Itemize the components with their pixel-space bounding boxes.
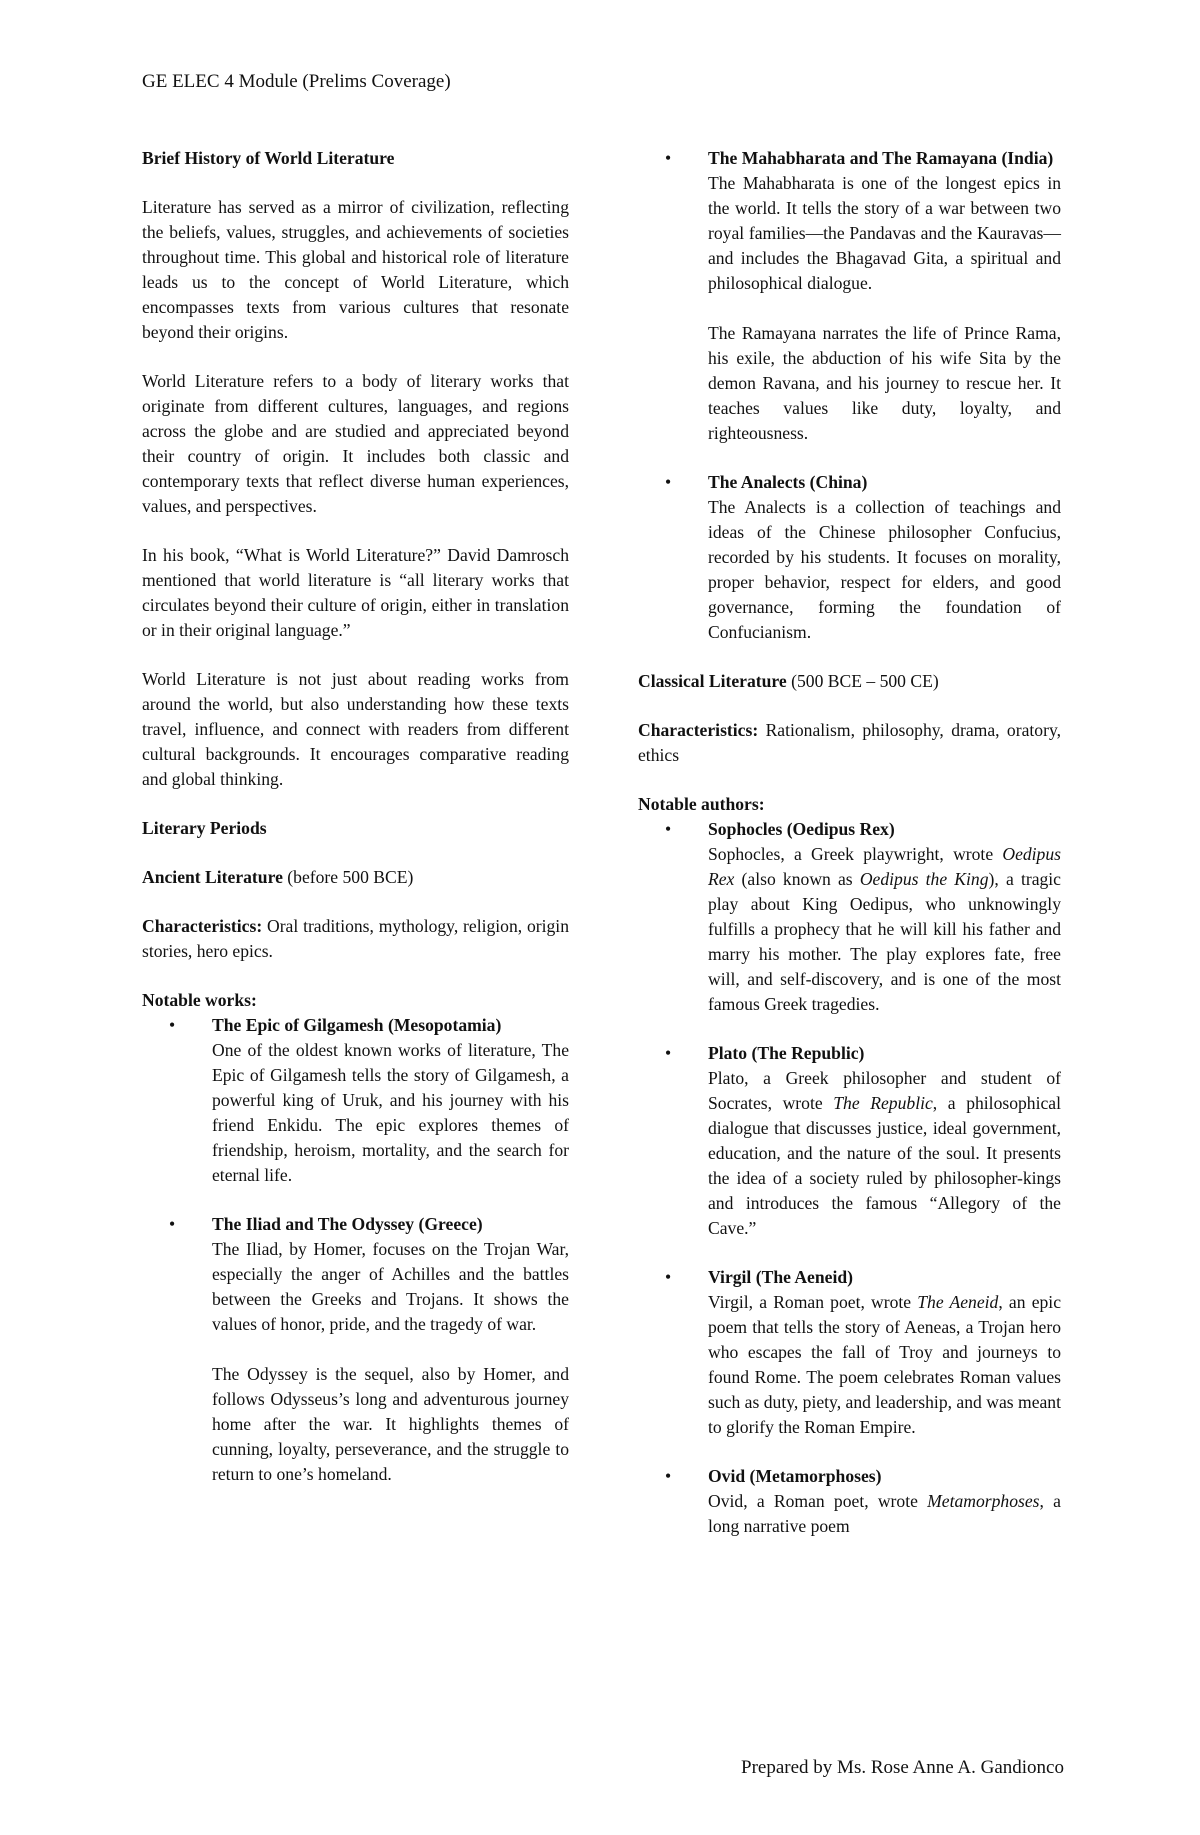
- classical-label: Classical Literature: [638, 671, 787, 691]
- list-item: [638, 146, 1061, 446]
- list-item: [638, 1464, 1061, 1539]
- description-text: , an epic poem that tells the story of Aeneas, a Trojan hero who escapes the fall of Troy and journeys to found Rome. The poem celebrates Roman values such as duty, piety, and leadership, and was meant to glorify the Roman Empire.: [708, 1292, 1061, 1437]
- right-column: [638, 146, 1061, 1563]
- history-heading: Brief History of World Literature: [142, 148, 395, 168]
- work-title: [708, 470, 1061, 495]
- ancient-characteristics-text: Oral traditions, mythology, religion, origin stories, hero epics.: [142, 916, 569, 961]
- ancient-works-list: [142, 1013, 569, 1487]
- bullet: •: [665, 819, 672, 839]
- intro-paragraph: Literature has served as a mirror of civilization, reflecting the beliefs, values, struggles, and achievements of societies throughout time. This global and historical role of literature leads us to the concept of World Literature, which encompasses texts from various cultures that resonate beyond their origins.: [142, 197, 569, 342]
- description-text: , a philosophical dialogue that discusses justice, ideal government, education, and the nature of the soul. It presents the idea of a society ruled by philosopher-kings and introduces the famous “Allegory of the Cave.”: [708, 1093, 1061, 1238]
- italic-title: Oedipus the King: [859, 869, 989, 889]
- notable-authors-label: Notable authors:: [638, 794, 765, 814]
- damrosch-paragraph: In his book, “What is World Literature?” David Damrosch mentioned that world literature is “all literary works that circulates beyond their culture of origin, either in translation or in their original language.”: [142, 545, 569, 640]
- notable-works-label: Notable works:: [142, 990, 257, 1010]
- ancient-period: [142, 865, 569, 890]
- list-item: [638, 470, 1061, 645]
- ancient-range: (before 500 BCE): [282, 867, 414, 887]
- italic-title: The Republic: [833, 1093, 933, 1113]
- author-title: Ovid (Metamorphoses): [708, 1466, 882, 1486]
- purpose-paragraph: World Literature is not just about reading works from around the world, but also understanding how these texts travel, influence, and connect with readers from different cultural backgrounds. It encourages comparative reading and global thinking.: [142, 669, 569, 789]
- definition-paragraph: World Literature refers to a body of literary works that originate from different cultures, languages, and regions across the globe and are studied and appreciated beyond their country of origin. It includes both classic and contemporary texts that reflect diverse human experiences, values, and perspectives.: [142, 371, 569, 516]
- list-item: [142, 1013, 569, 1188]
- bullet: •: [665, 1043, 672, 1063]
- description-text: ), a tragic play about King Oedipus, who unknowingly fulfills a prophecy that he will kill his father and marry his mother. The play explores fate, free will, and self-discovery, and is one of the most famous Greek tragedies.: [708, 869, 1061, 1014]
- bullet: •: [169, 1015, 176, 1035]
- author-title: Plato (The Republic): [708, 1043, 865, 1063]
- work-description: The Iliad, by Homer, focuses on the Trojan War, especially the anger of Achilles and the battles between the Greeks and Trojans. It shows the values of honor, pride, and the tragedy of war.: [212, 1239, 569, 1334]
- list-item: [638, 817, 1061, 1017]
- author-description: [708, 842, 1061, 1017]
- work-description: One of the oldest known works of literature, The Epic of Gilgamesh tells the story of Gilgamesh, a powerful king of Uruk, and his journey with his friend Enkidu. The epic explores themes of friendship, heroism, mortality, and the search for eternal life.: [212, 1040, 569, 1185]
- bullet: •: [665, 1267, 672, 1287]
- author-description: [708, 1489, 1061, 1539]
- italic-title: The Aeneid: [917, 1292, 999, 1312]
- bullet: •: [665, 148, 672, 168]
- work-title-main: The Mahabharata and The Ramayana: [708, 148, 998, 168]
- left-column: [142, 146, 569, 1511]
- description-text: Ovid, a Roman poet, wrote: [708, 1491, 928, 1511]
- work-title: [212, 1212, 569, 1237]
- work-title-main: The Epic of Gilgamesh: [212, 1015, 384, 1035]
- description-text: Plato, a Greek philosopher and student of Socrates, wrote: [708, 1068, 1061, 1113]
- bullet: •: [169, 1214, 176, 1234]
- author-title: Virgil (The Aeneid): [708, 1267, 853, 1287]
- bullet: •: [665, 1466, 672, 1486]
- bullet: •: [665, 472, 672, 492]
- work-title-main: The Analects: [708, 472, 806, 492]
- author-description: [708, 1066, 1061, 1241]
- list-item: [638, 1041, 1061, 1241]
- work-title-main: The Iliad and The Odyssey: [212, 1214, 415, 1234]
- periods-heading: Literary Periods: [142, 818, 267, 838]
- work-title-origin: (Mesopotamia): [383, 1015, 502, 1035]
- ancient-characteristics: [142, 914, 569, 964]
- classical-characteristics-label: Characteristics:: [638, 720, 759, 740]
- italic-title: Oedipus Rex: [708, 844, 1061, 889]
- classical-characteristics-text: Rationalism, philosophy, drama, oratory, ethics: [638, 720, 1061, 765]
- page-header: GE ELEC 4 Module (Prelims Coverage): [142, 71, 451, 92]
- classical-authors-list: [638, 817, 1061, 1539]
- work-title-origin: (China): [805, 472, 868, 492]
- classical-period: [638, 669, 1061, 694]
- description-text: (also known as: [734, 869, 860, 889]
- classical-characteristics: [638, 718, 1061, 768]
- classical-range: (500 BCE – 500 CE): [786, 671, 939, 691]
- work-description: The Ramayana narrates the life of Prince Rama, his exile, the abduction of his wife Sita by the demon Ravana, and his journey to rescue her. It teaches values like duty, loyalty, and righteousness.: [708, 323, 1061, 443]
- ancient-label: Ancient Literature: [142, 867, 283, 887]
- work-description: The Analects is a collection of teachings and ideas of the Chinese philosopher Confucius, recorded by his students. It focuses on morality, proper behavior, respect for elders, and good governance, forming the foundation of Confucianism.: [708, 497, 1061, 642]
- work-title: [708, 146, 1061, 171]
- list-item: [142, 1212, 569, 1487]
- work-title-origin: (India): [997, 148, 1054, 168]
- ancient-characteristics-label: Characteristics:: [142, 916, 263, 936]
- italic-title: Metamorphoses: [927, 1491, 1040, 1511]
- description-text: Virgil, a Roman poet, wrote: [708, 1292, 918, 1312]
- work-title-origin: (Greece): [414, 1214, 483, 1234]
- ancient-works-list-continued: [638, 146, 1061, 645]
- description-text: Sophocles, a Greek playwright, wrote: [708, 844, 1003, 864]
- list-item: [638, 1265, 1061, 1440]
- author-title: Sophocles (Oedipus Rex): [708, 819, 895, 839]
- work-title: [212, 1013, 569, 1038]
- description-text: , a long narrative poem: [708, 1491, 1061, 1536]
- page-footer: Prepared by Ms. Rose Anne A. Gandionco: [741, 1757, 1064, 1778]
- work-description: The Odyssey is the sequel, also by Homer, and follows Odysseus’s long and adventurous journey home after the war. It highlights themes of cunning, loyalty, perseverance, and the struggle to return to one’s homeland.: [212, 1364, 569, 1484]
- author-description: [708, 1290, 1061, 1440]
- work-description: The Mahabharata is one of the longest epics in the world. It tells the story of a war between two royal families—the Pandavas and the Kauravas—and includes the Bhagavad Gita, a spiritual and philosophical dialogue.: [708, 173, 1061, 293]
